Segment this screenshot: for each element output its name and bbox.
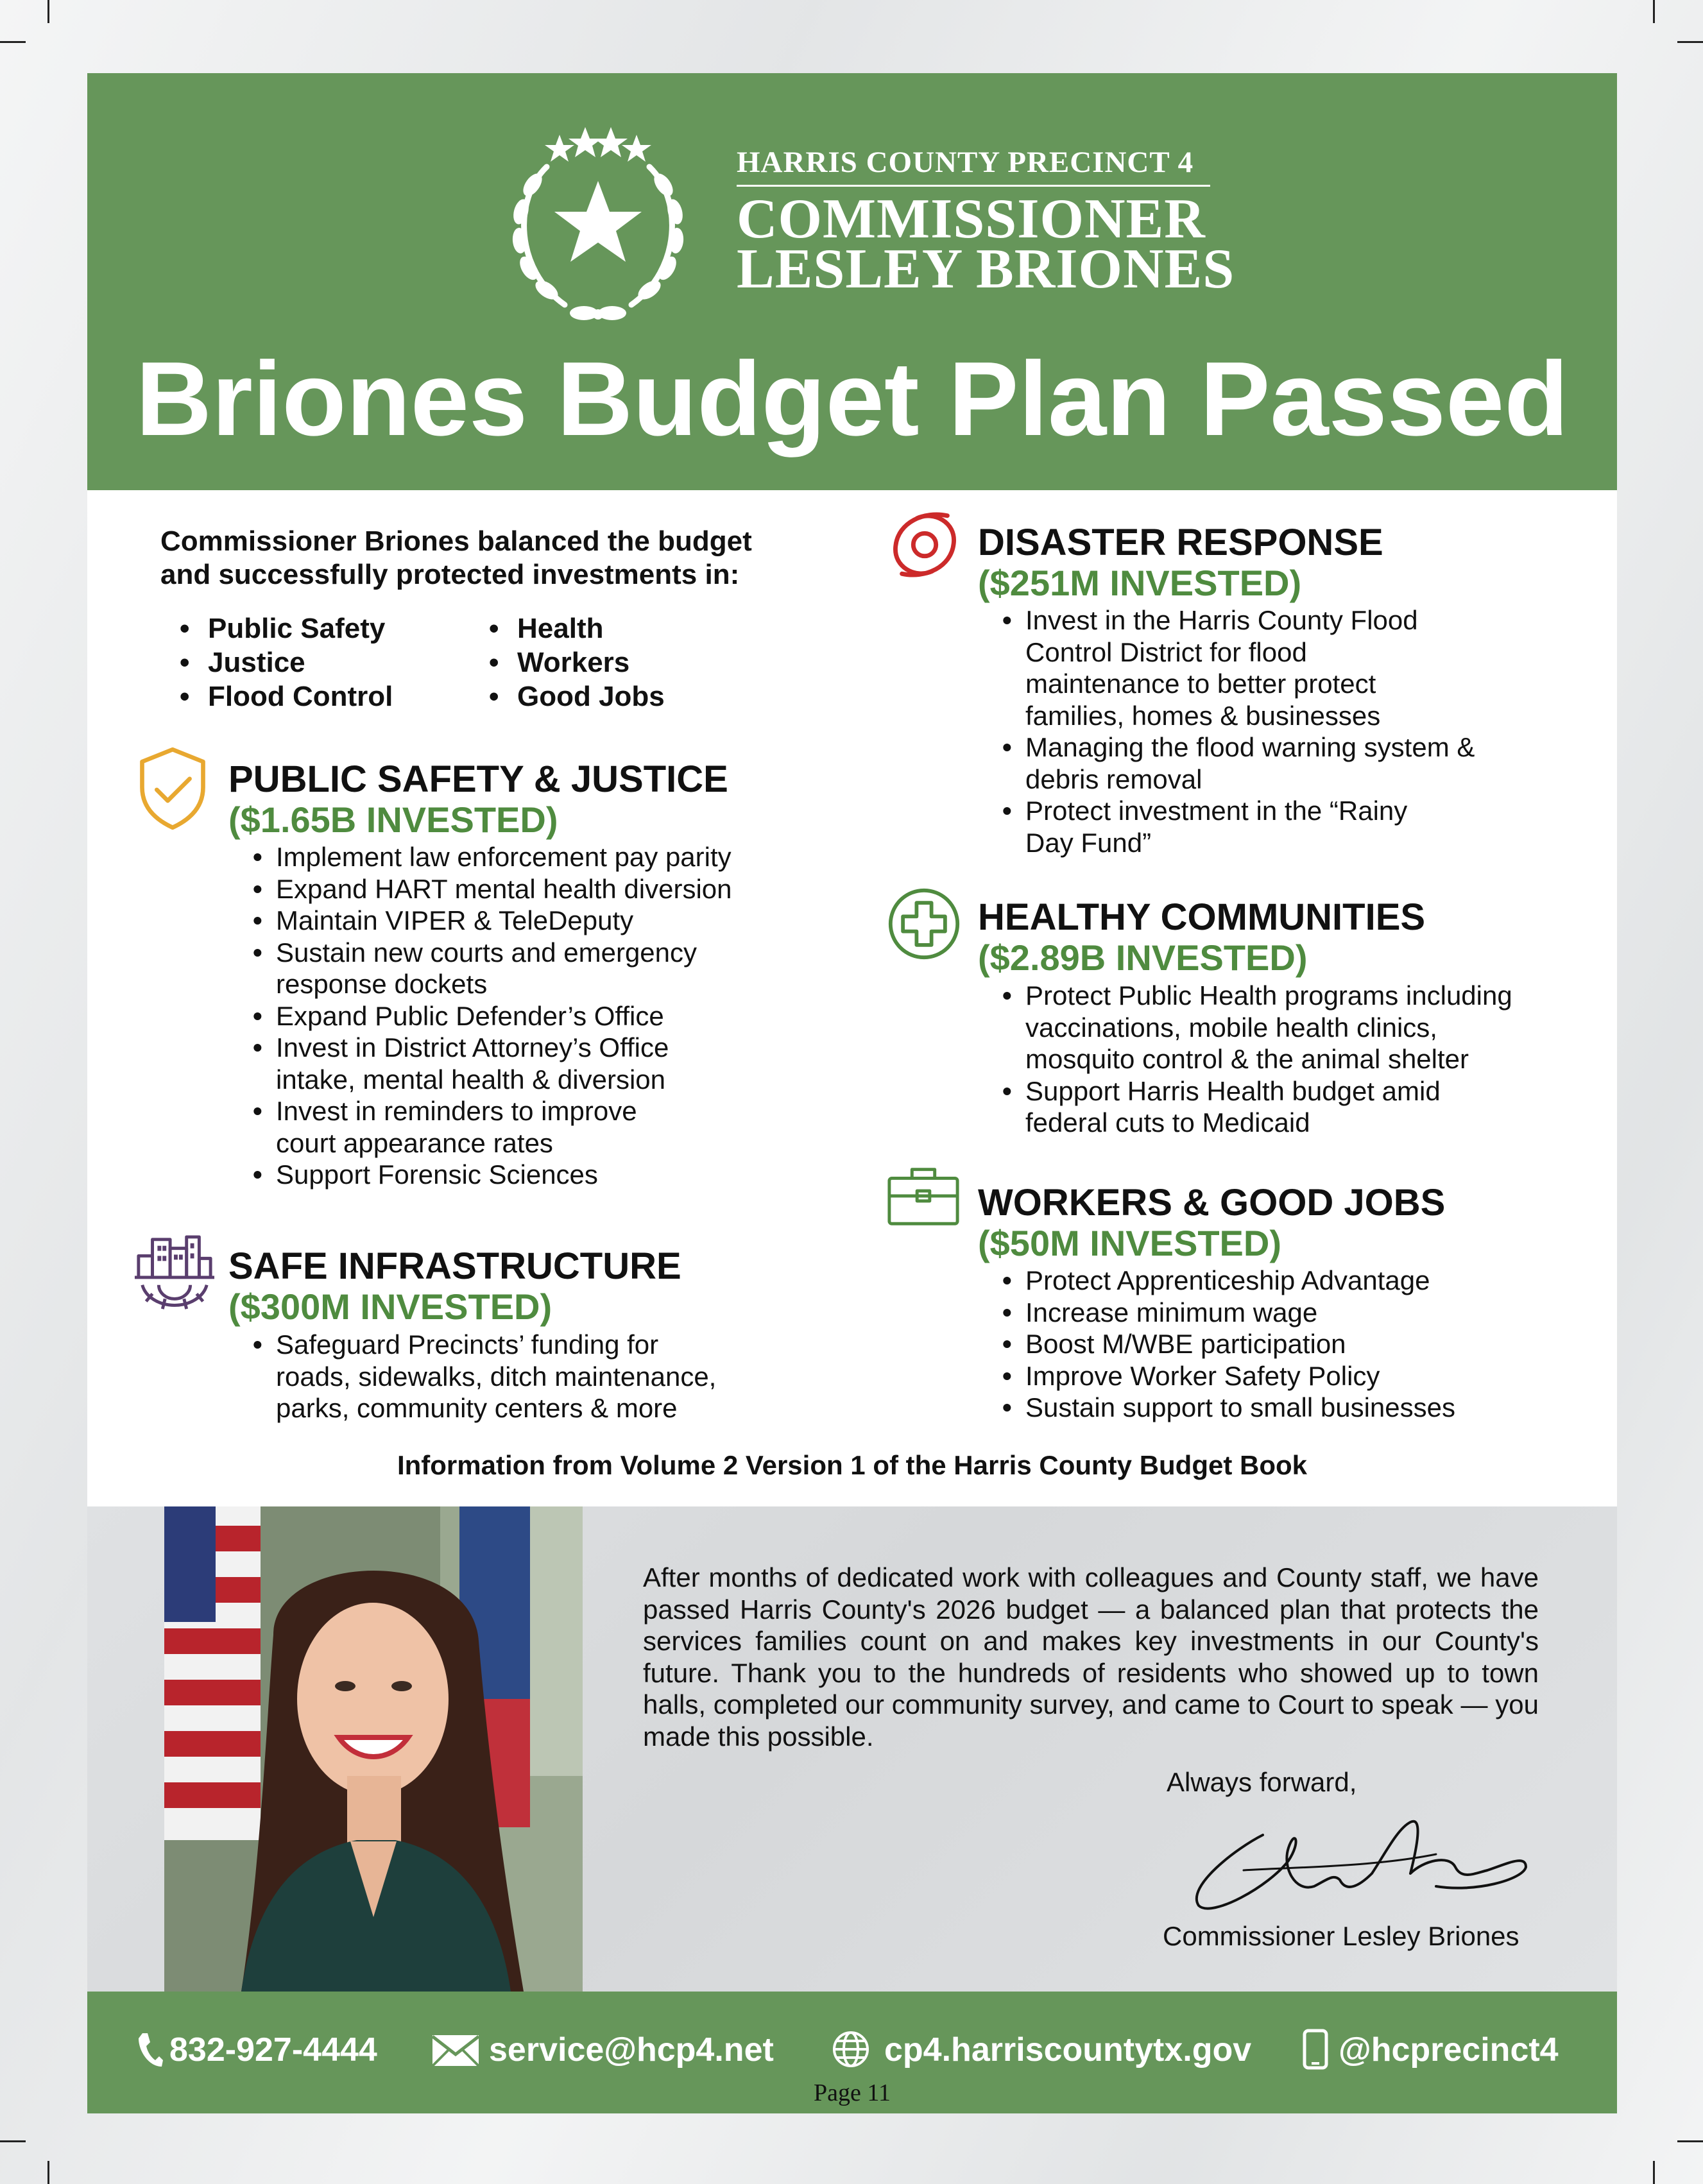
intro-list-left [160,611,443,713]
public-safety-list [227,841,779,1191]
crop-mark [1677,41,1703,43]
crop-mark [0,2140,26,2142]
intro-list-right [470,611,739,713]
email-address: service@hcp4.net [489,2031,774,2069]
signature-name: Commissioner Lesley Briones [1163,1921,1519,1951]
medical-cross-icon [887,887,961,961]
section-amount-disaster: ($251M INVESTED) [978,563,1302,603]
brand-name-line-2: LESLEY BRIONES [737,238,1235,300]
section-heading-infrastructure: SAFE INFRASTRUCTURE [228,1245,681,1287]
city-gear-icon [133,1233,216,1315]
section-amount-public-safety: ($1.65B INVESTED) [228,799,558,840]
source-note: Information from Volume 2 Version 1 of the Harris County Budget Book [397,1450,1308,1480]
crop-mark [1677,2140,1703,2142]
handwritten-signature [1167,1809,1537,1918]
list-item: • Increase minimum wage [977,1297,1541,1329]
list-item: • Workers [470,645,739,679]
section-heading-disaster: DISASTER RESPONSE [978,522,1383,563]
globe-icon [832,2030,870,2069]
envelope-icon [431,2034,480,2067]
section-heading-health: HEALTHY COMMUNITIES [978,896,1426,938]
phone-icon [137,2032,163,2068]
footer-phone[interactable] [137,2027,377,2072]
disaster-list [977,604,1503,858]
list-item: • Boost M/WBE participation [977,1328,1541,1360]
list-item: • Protect Apprenticeship Advantage [977,1265,1541,1297]
list-item: • Invest in reminders to improve court appearance rates [227,1095,687,1159]
crop-mark [0,41,26,43]
section-amount-infrastructure: ($300M INVESTED) [228,1286,552,1327]
commissioner-portrait-photo [164,1506,583,1992]
list-item: • Protect investment in the “Rainy Day Fund” [977,795,1423,858]
social-handle: @hcprecinct4 [1339,2031,1559,2069]
letter-signoff: Always forward, [1167,1767,1357,1797]
page-number: Page 11 [814,2079,891,2106]
section-heading-public-safety: PUBLIC SAFETY & JUSTICE [228,758,728,800]
crop-mark [47,0,49,23]
letter-body: After months of dedicated work with colleagues and County staff, we have passed Harris County's 2026 budget — a balanced plan that protects the services families count on and makes key investments in our County's future. Thank you to the hundreds of residents who showed up to town halls, completed our community survey, and came to Court to speak — you made this possible. [643,1562,1539,1752]
website-url: cp4.harriscountytx.gov [884,2031,1252,2069]
workers-list [977,1265,1541,1424]
list-item: • Improve Worker Safety Policy [977,1360,1541,1392]
list-item: • Support Harris Health budget amid federal cuts to Medicaid [977,1075,1500,1139]
infrastructure-list [227,1329,728,1424]
brand-divider [737,185,1210,187]
section-heading-workers: WORKERS & GOOD JOBS [978,1182,1446,1224]
list-item: • Safeguard Precincts’ funding for roads, sidewalks, ditch maintenance, parks, community centers & more [227,1329,728,1424]
footer-email[interactable] [431,2027,774,2072]
footer-social[interactable] [1303,2027,1559,2072]
list-item: • Maintain VIPER & TeleDeputy [227,905,779,937]
list-item: • Protect Public Health programs including vaccinations, mobile health clinics, mosquito control & the animal shelter [977,980,1541,1075]
shield-check-icon [136,746,209,832]
list-item: • Sustain support to small businesses [977,1392,1541,1424]
list-item: • Health [470,611,739,645]
phone-number: 832-927-4444 [169,2031,377,2069]
list-item: • Invest in District Attorney’s Office intake, mental health & diversion [227,1032,725,1095]
list-item: • Public Safety [160,611,443,645]
crop-mark [1653,2161,1655,2184]
list-item: • Support Forensic Sciences [227,1159,779,1191]
list-item: • Good Jobs [470,679,739,713]
health-list [977,980,1541,1139]
crop-mark [47,2161,49,2184]
list-item: • Flood Control [160,679,443,713]
section-amount-health: ($2.89B INVESTED) [978,937,1308,978]
crop-mark [1653,0,1655,23]
intro-text: Commissioner Briones balanced the budget and successfully protected investments in: [160,525,752,590]
list-item: • Implement law enforcement pay parity [227,841,779,873]
brand-name-line-1: COMMISSIONER [737,188,1206,250]
list-item: • Invest in the Harris County Flood Control District for flood maintenance to better protect families, homes & businesses [977,604,1436,731]
footer-website[interactable] [832,2027,1251,2072]
list-item: • Sustain new courts and emergency response dockets [227,937,699,1000]
county-seal-logo [488,122,706,327]
briefcase-icon [886,1164,961,1228]
list-item: • Expand HART mental health diversion [227,873,779,905]
list-item: • Managing the flood warning system & debris removal [977,731,1487,795]
mobile-phone-icon [1303,2029,1328,2070]
section-amount-workers: ($50M INVESTED) [978,1223,1281,1263]
hurricane-icon [887,507,963,583]
brand-org-line: HARRIS COUNTY PRECINCT 4 [737,146,1194,179]
page-title: Briones Budget Plan Passed [135,340,1569,457]
list-item: • Justice [160,645,443,679]
list-item: • Expand Public Defender’s Office [227,1000,779,1032]
